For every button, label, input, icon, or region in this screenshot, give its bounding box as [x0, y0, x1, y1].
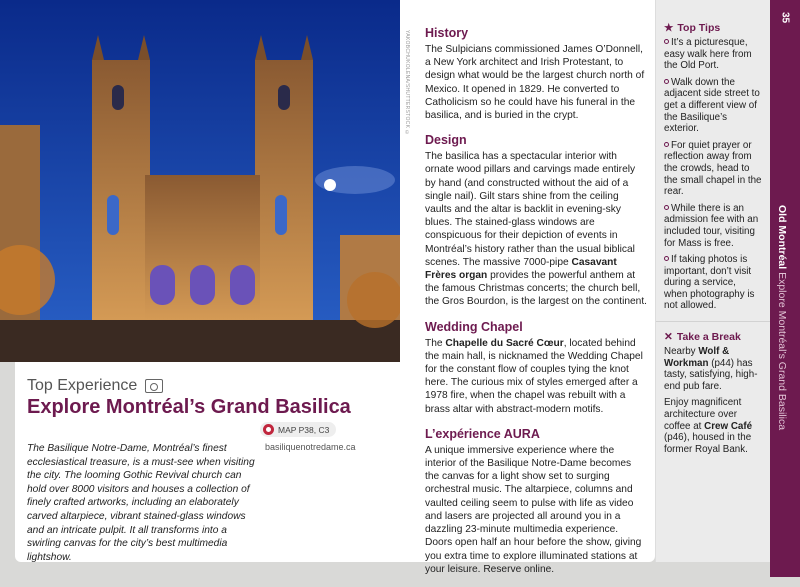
text: (p46), housed in the former Royal Bank. [664, 432, 752, 455]
page-number: 35 [779, 12, 791, 24]
basilica-photo [0, 0, 400, 362]
highlight: Casavant Frères organ [425, 256, 617, 282]
tip-item [664, 37, 762, 72]
tip-item [664, 77, 762, 135]
page-title: Explore Montréal’s Grand Basilica [27, 396, 351, 418]
section-heading: Design [425, 133, 467, 148]
map-ref-label: MAP P38, C3 [278, 424, 330, 435]
tip-text: If taking photos is important, don’t visit during a service, when photography is not allowed. [664, 254, 755, 312]
section-body: A unique immersive experience where the interior of the Basilique Notre-Dame becomes the canvas for a light show set to surging orchestral music. The altarpiece, columns and vaulted ceiling seem to pulse with life as video and lasers are projected all around you in a dazzling 23-minute multimedia experience. Doors open half an hour before the show, giving you extra time to explore illuminated stations at your leisure. Reserve online. [425, 444, 642, 575]
text: The [425, 337, 446, 349]
star-icon: ★ [664, 22, 674, 34]
sidebar [655, 0, 770, 562]
heading-label: Top Tips [677, 22, 721, 34]
cutlery-icon: ✕ [664, 331, 673, 344]
tip-text: Walk down the adjacent side street to get a different view of the Basilique’s exterior. [664, 76, 760, 135]
section-body [425, 150, 647, 308]
tip-item [664, 203, 762, 249]
website-link[interactable]: basiliquenotredame.ca [265, 442, 356, 452]
break-item [664, 397, 762, 455]
intro-header [27, 377, 397, 419]
tip-text: While there is an admission fee with an included tour, visiting for Mass is free. [664, 202, 759, 249]
tip-text: It’s a picturesque, easy walk here from the Old Port. [664, 37, 752, 72]
text: , located behind the main hall, is nicknamed the Wedding Chapel for the constant flow of couples tying the knot here. The curious mix of styles emerged after a 1978 fire, when the chapel was rebuilt with a brass altar with abstract-modern motifs. [425, 337, 643, 415]
map-pin-icon [263, 424, 274, 435]
text: The basilica has a spectacular interior with ornate wood pillars and carvings made entirely by hand (and constructed without the aid of a single nail). Gilt stars shine from the ceiling vaults and the altar is backlit in evening-sky blues. The stained-glass windows are conspicuous for their depiction of events in Montréal’s history rather than the usual biblical scenes. The massive 7000-pipe [425, 151, 636, 268]
section-heading: L’expérience AURA [425, 426, 540, 441]
camera-icon [145, 379, 163, 393]
tip-item [664, 254, 762, 312]
divider [656, 321, 770, 322]
tip-item [664, 140, 762, 198]
bullet-icon [664, 39, 669, 44]
text: (p44) has tasty, satisfying, high-end pub fare. [664, 357, 758, 392]
bullet-icon [664, 256, 669, 261]
top-tips-heading [664, 22, 762, 34]
tip-text: For quiet prayer or reflection away from the crowds, head to the small chapel in the rear. [664, 139, 762, 198]
section-heading: Wedding Chapel [425, 319, 523, 334]
text: Nearby [664, 346, 699, 358]
photo-credit: YAKOBCHUKOLENA/SHUTTERSTOCK © [404, 30, 410, 137]
lead-text: The Basilique Notre-Dame, Montréal’s finest ecclesiastical treasure, is a must-see when visiting the city. The looming Gothic Revival church can hold over 8000 visitors and houses a collection of finely crafted artworks, including an elaborately carved altarpiece, vibrant stained-glass windows and an intricate pulpit. It all transforms into a swirling canvas for the city’s best multimedia lightshow. [27, 443, 255, 563]
section-heading: History [425, 26, 469, 40]
main-column [425, 26, 647, 587]
heading-label: Take a Break [676, 331, 741, 344]
bullet-icon [664, 142, 669, 147]
section-name: Old Montréal [776, 205, 788, 270]
text: provides the powerful anthem at the famous Christmas concerts; the church bell, the Gros Bourdon, is the largest on the continent. [425, 270, 647, 308]
venue-name: Wolf & Workman [664, 346, 730, 369]
map-reference[interactable] [260, 422, 336, 437]
venue-name: Crew Café [704, 420, 753, 432]
break-item [664, 346, 762, 392]
section-body [425, 337, 647, 416]
kicker: Top Experience [27, 377, 138, 394]
chapter-name: Explore Montréal’s Grand Basilica [776, 272, 788, 431]
bullet-icon [664, 79, 669, 84]
section-body: The Sulpicians commissioned James O’Donnell, a New York architect and Irish Protestant, to design what would be the largest church north of Mexico. It opened in 1829. He converted to Catholicism so he could have his funeral in the basilica, and is buried in the crypt. [425, 44, 645, 122]
running-head [776, 205, 788, 430]
take-a-break-heading [664, 331, 762, 343]
bullet-icon [664, 205, 669, 210]
text: Enjoy magnificent architecture over coffee at [664, 397, 742, 432]
section-tab [770, 0, 800, 577]
highlight: Chapelle du Sacré Cœur [445, 337, 564, 349]
